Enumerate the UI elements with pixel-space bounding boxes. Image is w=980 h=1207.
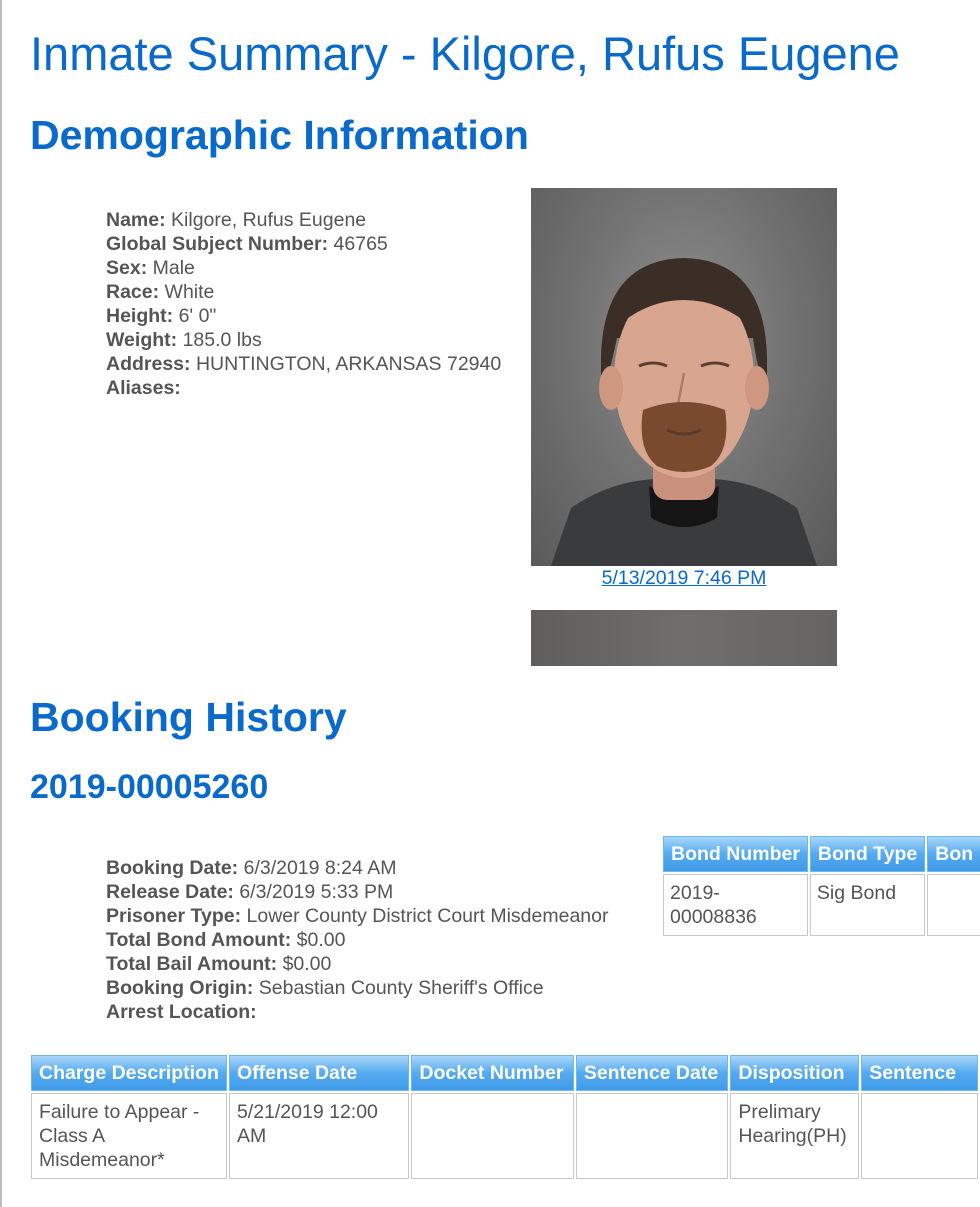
weight-row [106, 328, 501, 352]
total-bond-row [106, 928, 608, 952]
release-date-label: Release Date: [106, 881, 234, 903]
sex-row [106, 256, 501, 280]
name-label: Name: [106, 209, 166, 231]
bond-type-header: Bond Type [810, 836, 925, 872]
docket-number-header: Docket Number [411, 1055, 573, 1091]
bond-header-row [663, 836, 980, 872]
booking-origin-label: Booking Origin: [106, 977, 254, 999]
address-row [106, 352, 501, 376]
address-value: HUNTINGTON, ARKANSAS 72940 [195, 353, 502, 375]
aliases-label: Aliases: [106, 377, 181, 399]
charge-header-row [31, 1055, 978, 1091]
release-date-value: 6/3/2019 5:33 PM [239, 881, 394, 903]
address-label: Address: [106, 353, 191, 375]
booking-history-heading: Booking History [30, 694, 347, 740]
booking-origin-value: Sebastian County Sheriff's Office [258, 977, 544, 999]
booking-origin-row [106, 976, 608, 1000]
page-title: Inmate Summary - Kilgore, Rufus Eugene [30, 27, 900, 80]
mugshot-illustration [531, 188, 837, 566]
name-row [106, 208, 501, 232]
table-row [31, 1093, 978, 1179]
charge-description-header: Charge Description [31, 1055, 227, 1091]
prisoner-type-label: Prisoner Type: [106, 905, 242, 927]
sex-value: Male [152, 257, 195, 279]
arrest-location-row [106, 1000, 608, 1024]
booking-date-label: Booking Date: [106, 857, 239, 879]
sentence-date-cell [576, 1093, 729, 1179]
sex-label: Sex: [106, 257, 148, 279]
sentence-cell [861, 1093, 978, 1179]
booking-date-row [106, 856, 608, 880]
booking-date-value: 6/3/2019 8:24 AM [243, 857, 397, 879]
disposition-cell: Prelimary Hearing(PH) [730, 1093, 859, 1179]
page-left-border [0, 0, 2, 1207]
bond-number-cell: 2019-00008836 [663, 874, 808, 936]
total-bail-row [106, 952, 608, 976]
bond-extra-cell [927, 874, 980, 936]
mugshot-photo[interactable] [531, 188, 837, 566]
weight-value: 185.0 lbs [182, 329, 262, 351]
charge-description-cell: Failure to Appear - Class A Misdemeanor* [31, 1093, 227, 1179]
offense-date-cell: 5/21/2019 12:00 AM [229, 1093, 409, 1179]
total-bail-value: $0.00 [282, 953, 332, 975]
race-label: Race: [106, 281, 160, 303]
offense-date-header: Offense Date [229, 1055, 409, 1091]
secondary-photo[interactable] [531, 610, 837, 666]
bond-type-cell: Sig Bond [810, 874, 925, 936]
photo-date-link[interactable]: 5/13/2019 7:46 PM [601, 567, 767, 589]
total-bond-value: $0.00 [296, 929, 346, 951]
sentence-date-header: Sentence Date [576, 1055, 729, 1091]
name-value: Kilgore, Rufus Eugene [171, 209, 367, 231]
prisoner-type-value: Lower County District Court Misdemeanor [246, 905, 609, 927]
bond-number-header: Bond Number [663, 836, 808, 872]
arrest-location-label: Arrest Location: [106, 1001, 257, 1023]
race-row [106, 280, 501, 304]
bond-table [661, 834, 980, 938]
weight-label: Weight: [106, 329, 178, 351]
height-label: Height: [106, 305, 174, 327]
demographic-heading: Demographic Information [30, 112, 529, 158]
total-bond-label: Total Bond Amount: [106, 929, 292, 951]
prisoner-type-row [106, 904, 608, 928]
booking-info [106, 856, 608, 1024]
bond-extra-header: Bon [927, 836, 980, 872]
charge-table [29, 1053, 980, 1181]
race-value: White [164, 281, 215, 303]
sentence-header: Sentence [861, 1055, 978, 1091]
height-row [106, 304, 501, 328]
disposition-header: Disposition [730, 1055, 859, 1091]
subject-number-label: Global Subject Number: [106, 233, 329, 255]
release-date-row [106, 880, 608, 904]
subject-number-row [106, 232, 501, 256]
docket-number-cell [411, 1093, 573, 1179]
subject-number-value: 46765 [333, 233, 388, 255]
total-bail-label: Total Bail Amount: [106, 953, 278, 975]
demographic-info [106, 208, 501, 400]
aliases-row [106, 376, 501, 400]
booking-number-heading: 2019-00005260 [30, 768, 269, 806]
table-row [663, 874, 980, 936]
height-value: 6' 0" [178, 305, 217, 327]
